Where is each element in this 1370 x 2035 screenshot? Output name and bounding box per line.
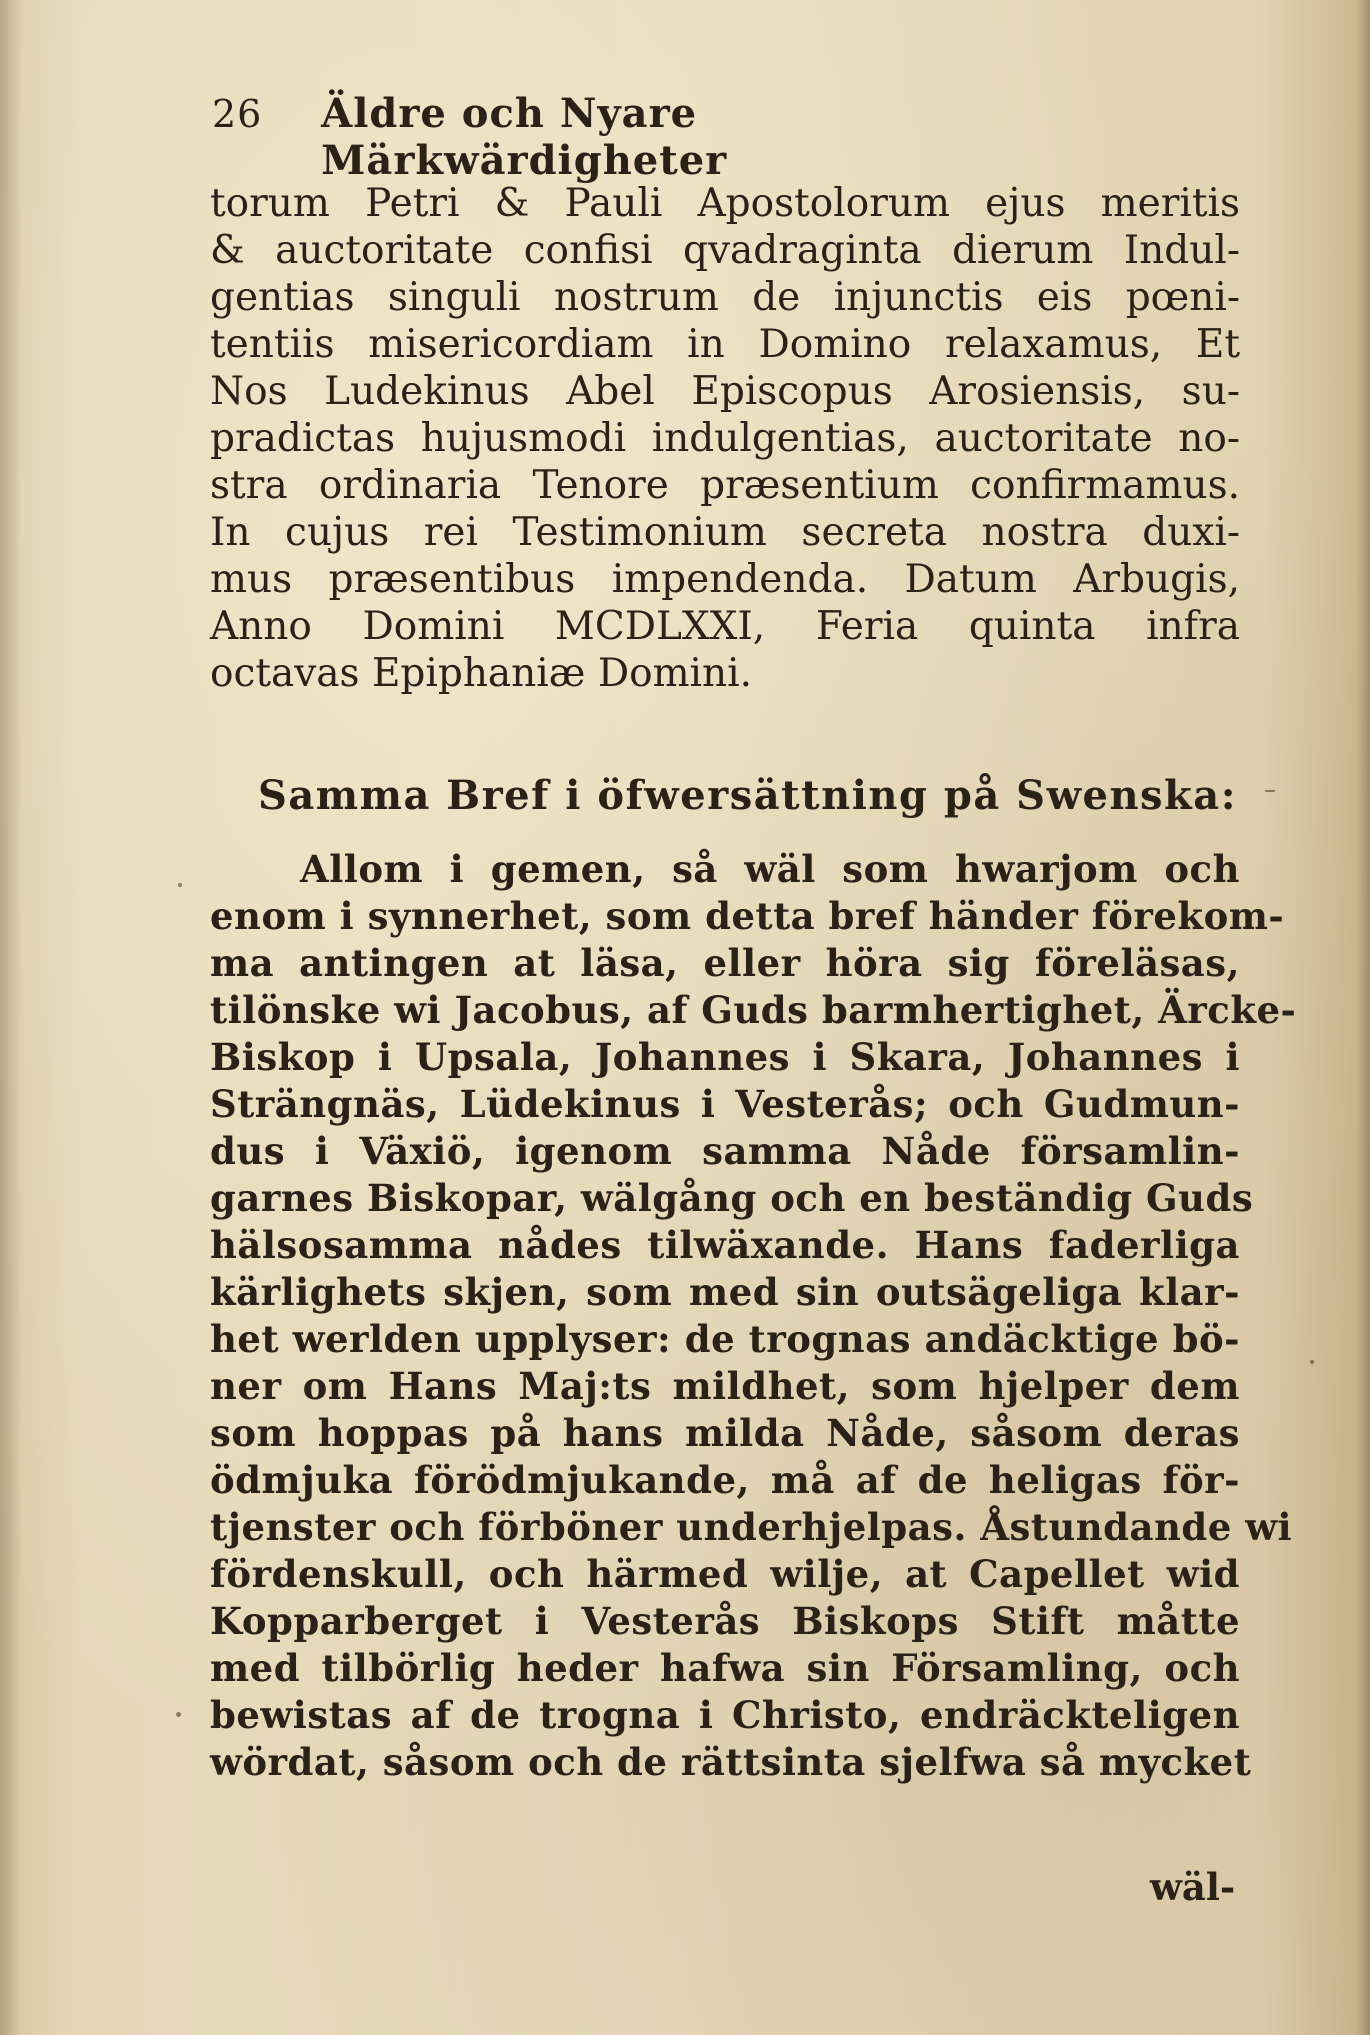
latin-line: Nos Ludekinus Abel Episcopus Arosiensis, su-: [210, 369, 1240, 414]
latin-line: mus præsentibus impendenda. Datum Arbugis,: [210, 557, 1240, 602]
page-number: 26: [212, 92, 263, 136]
page-edge-shadow: [1356, 0, 1370, 2035]
latin-line: Anno Domini MCDLXXI, Feria quinta infra: [210, 604, 1240, 649]
paper-speck: [176, 1712, 181, 1717]
swedish-line: som hoppas på hans milda Nåde, såsom deras: [210, 1411, 1240, 1455]
swedish-line: Allom i gemen, så wäl som hwarjom och: [300, 847, 1240, 891]
latin-line: octavas Epiphaniæ Domini.: [210, 651, 753, 696]
swedish-text-block: [210, 846, 1297, 1786]
swedish-line: ödmjuka förödmjukande, må af de heligas för-: [210, 1458, 1240, 1502]
latin-line: torum Petri & Pauli Apostolorum ejus meritis: [210, 181, 1240, 226]
swedish-line: het werlden upplyser: de trognas andäcktige bö-: [210, 1317, 1240, 1361]
paper-speck: [1265, 790, 1275, 792]
swedish-line: enom i synnerhet, som detta bref händer förekom-: [210, 894, 1285, 938]
swedish-line: Biskop i Upsala, Johannes i Skara, Johannes i: [210, 1035, 1240, 1079]
paper-speck: [1310, 1360, 1314, 1364]
page-gutter-shadow: [0, 0, 22, 2035]
swedish-line: bewistas af de trogna i Christo, endräckteligen: [210, 1693, 1240, 1737]
latin-text-block: [210, 180, 1240, 697]
swedish-line: ma antingen at läsa, eller höra sig föreläsas,: [210, 941, 1240, 985]
latin-line: pradictas hujusmodi indulgentias, auctoritate no-: [210, 416, 1240, 461]
swedish-line: garnes Biskopar, wälgång och en beständig Guds: [210, 1176, 1254, 1220]
swedish-line: fördenskull, och härmed wilje, at Capellet wid: [210, 1552, 1240, 1596]
catchword: wäl-: [1150, 1865, 1236, 1909]
swedish-line: med tilbörlig heder hafwa sin Församling, och: [210, 1646, 1240, 1690]
running-head: [212, 90, 1112, 184]
swedish-line: Strängnäs, Lüdekinus i Vesterås; och Gudmun-: [210, 1082, 1240, 1126]
swedish-line: kärlighets skjen, som med sin outsägeliga klar-: [210, 1270, 1240, 1314]
latin-line: tentiis misericordiam in Domino relaxamus, Et: [210, 322, 1240, 367]
swedish-line: ner om Hans Maj:ts mildhet, som hjelper dem: [210, 1364, 1240, 1408]
latin-line: gentias singuli nostrum de injunctis eis pœni-: [210, 275, 1240, 320]
swedish-line: dus i Växiö, igenom samma Nåde församlin-: [210, 1129, 1240, 1173]
swedish-line: tilönske wi Jacobus, af Guds barmhertighet, Ärcke-: [210, 988, 1297, 1032]
section-heading: Samma Bref i öfwersättning på Swenska:: [258, 772, 1237, 819]
latin-line: stra ordinaria Tenore præsentium confirmamus.: [210, 463, 1240, 508]
latin-line: & auctoritate confisi qvadraginta dierum Indul-: [210, 228, 1240, 273]
swedish-line: tjenster och förböner underhjelpas. Åstundande wi: [210, 1505, 1293, 1549]
latin-line: In cujus rei Testimonium secreta nostra duxi-: [210, 510, 1240, 555]
swedish-line: hälsosamma nådes tilwäxande. Hans faderliga: [210, 1223, 1240, 1267]
running-head-title: Äldre och Nyare Märkwärdigheter: [321, 90, 728, 184]
paper-speck: [178, 883, 182, 887]
swedish-line: Kopparberget i Vesterås Biskops Stift måtte: [210, 1599, 1240, 1643]
swedish-line: wördat, såsom och de rättsinta sjelfwa så mycket: [210, 1740, 1252, 1784]
